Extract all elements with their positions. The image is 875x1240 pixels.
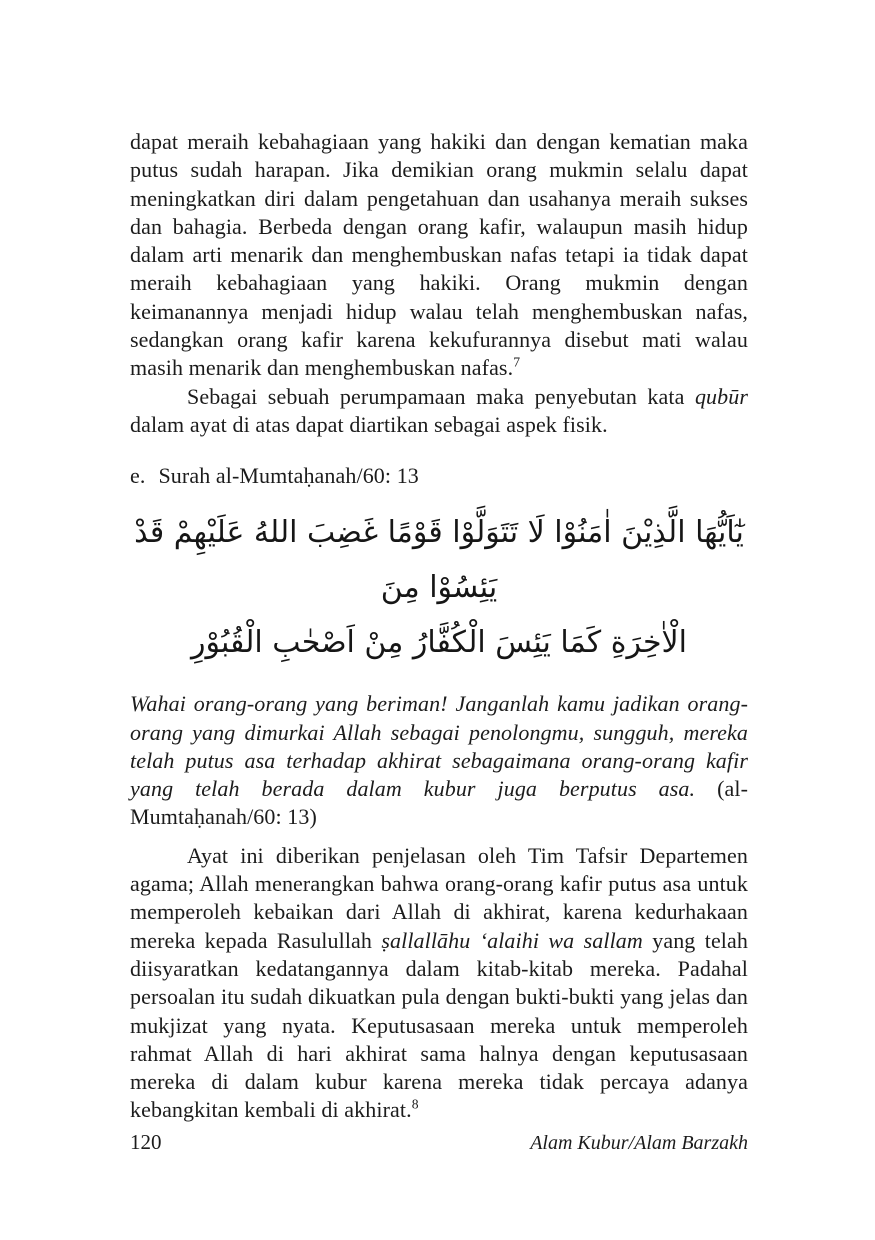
page-number: 120 (130, 1130, 162, 1154)
paragraph-qubur (130, 383, 748, 440)
section-heading-label: e. (130, 463, 146, 489)
text-segment: ṣallallāhu ‘alaihi wa sallam (381, 927, 643, 953)
page-content (130, 128, 748, 1125)
arabic-verse-line-2: الْاٰخِرَةِ كَمَا يَئِسَ الْكُفَّارُ مِنْ اَصْحٰبِ الْقُبُوْرِ (191, 625, 687, 661)
text-segment: dalam ayat di atas dapat diartikan sebagai aspek fisik. (130, 411, 608, 437)
paragraph-continuation (130, 128, 748, 383)
section-heading (130, 463, 748, 489)
text-segment: dapat meraih kebahagiaan yang hakiki dan dengan kematian maka putus sudah harapan. Jika demikian orang mukmin selalu dapat meningkatkan diri dalam pengetahuan dan usahanya meraih sukses dan bahagia. Berbeda dengan orang kafir, walaupun masih hidup dalam arti menarik dan menghembuskan nafas tetapi ia tidak dapat meraih kebahagiaan yang hakiki. Orang mukmin dengan keimanannya menjadi hidup walau telah menghembuskan nafas, sedangkan orang kafir karena kekufurannya disebut mati walau masih menarik dan menghembuskan nafas. (130, 129, 748, 381)
text-segment: (al-Mumtaḥanah/60: 13) (130, 776, 748, 830)
text-segment: Ayat ini diberikan penjelasan oleh Tim Tafsir Departemen agama; Allah menerangkan bahwa orang-orang kafir putus asa untuk memperoleh kebaikan dari Allah di akhirat, karena kedurhakaan mereka kepada Rasulullah (130, 842, 748, 953)
paragraph-tafsir (130, 842, 748, 1125)
text-segment: Wahai orang-orang yang beriman! Janganlah kamu jadikan orang-orang yang dimurkai Allah sebagai penolongmu, sungguh, mereka telah putus asa terhadap akhirat sebagaimana orang-orang kafir yang telah berada dalam kubur juga berputus asa. (130, 691, 748, 802)
text-segment: Sebagai sebuah perumpamaan maka penyebutan kata (187, 383, 695, 409)
arabic-verse-line-1: يٰٓاَيُّهَا الَّذِيْنَ اٰمَنُوْا لَا تَتَوَلَّوْا قَوْمًا غَضِبَ اللهُ عَلَيْهِمْ قَدْ يَئِسُوْا مِنَ (134, 515, 744, 606)
footnote-reference: 7 (513, 355, 521, 371)
running-title: Alam Kubur/Alam Barzakh (530, 1132, 748, 1154)
footnote-reference: 8 (411, 1097, 419, 1113)
verse-translation (130, 690, 748, 831)
text-segment: qubūr (694, 383, 748, 409)
quran-verse-arabic (130, 505, 748, 670)
section-heading-title: Surah al-Mumtaḥanah/60: 13 (158, 463, 419, 489)
text-segment: yang telah diisyaratkan kedatangannya dalam kitab-kitab mereka. Padahal persoalan itu sudah dikuatkan pula dengan bukti-bukti yang jelas dan mukjizat yang nyata. Keputusasaan mereka untuk memperoleh rahmat Allah di hari akhirat sama halnya dengan keputusasaan mereka di dalam kubur karena mereka tidak percaya adanya kebangkitan kembali di akhirat. (130, 927, 748, 1123)
page-footer (130, 1130, 748, 1155)
